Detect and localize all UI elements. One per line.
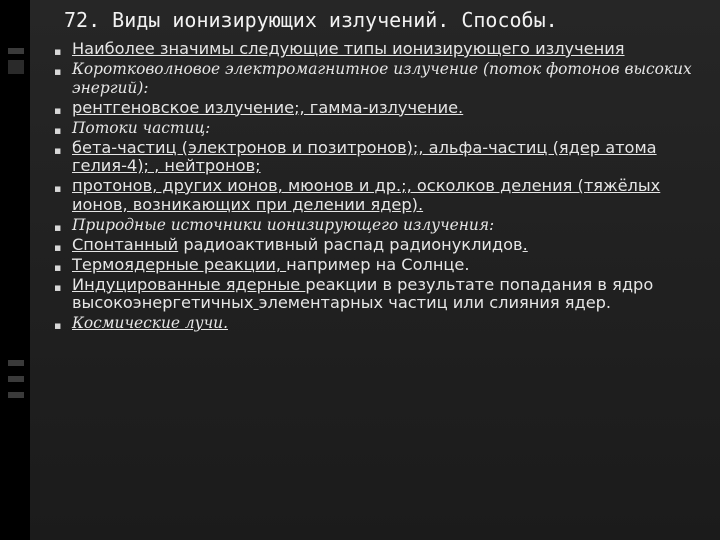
bullet-item — [50, 139, 720, 176]
square-bullet-icon: ▪ — [54, 103, 62, 117]
square-bullet-icon: ▪ — [54, 143, 62, 157]
bullet-text: например на Солнце. — [286, 254, 470, 274]
bullet-item — [50, 99, 720, 118]
bullet-text: элементарных частиц или слияния ядер. — [258, 293, 612, 312]
square-bullet-icon: ▪ — [54, 240, 62, 254]
slide-title: 72. Виды ионизирующих излучений. Способы. — [64, 8, 558, 32]
square-bullet-icon: ▪ — [54, 182, 62, 195]
square-bullet-icon: ▪ — [54, 123, 62, 137]
bullet-text: Космические лучи. — [72, 314, 228, 332]
bullet-text: Спонтанный — [72, 234, 179, 254]
bullet-text: бета-частиц (электронов и позитронов);, альфа-частиц (ядер атома гелия-4); , нейтронов; — [72, 137, 657, 175]
square-bullet-icon: ▪ — [54, 319, 62, 332]
square-bullet-icon: ▪ — [54, 65, 62, 78]
square-bullet-icon: ▪ — [54, 220, 62, 234]
bullet-item — [50, 177, 720, 214]
bullet-text: Коротковолновое электромагнитное излучение (поток фотонов высоких энергий): — [72, 60, 692, 97]
bullet-item — [50, 216, 720, 235]
decoration-bar — [8, 60, 24, 74]
square-bullet-icon: ▪ — [54, 45, 62, 58]
decoration-bar — [8, 392, 24, 398]
bullet-text: Потоки частиц: — [72, 118, 211, 137]
bullet-text: рентгеновское излучение;, гамма-излучение. — [72, 97, 464, 117]
square-bullet-icon: ▪ — [54, 260, 62, 274]
bullet-item — [50, 40, 720, 59]
bullet-text: радиоактивный распад радионуклидов — [178, 234, 523, 254]
bullet-text: реакции в результате попадания в ядро высокоэнергетичных — [72, 274, 654, 312]
bullet-text: Природные источники ионизирующего излучения: — [72, 215, 495, 234]
bullet-item — [50, 314, 720, 333]
decoration-bar — [8, 48, 24, 54]
bullet-item — [50, 60, 720, 97]
bullet-text: Наиболее значимы следующие типы ионизирующего излучения — [72, 39, 625, 58]
bullet-item — [50, 276, 720, 313]
square-bullet-icon: ▪ — [54, 280, 62, 294]
bullet-text: протонов, других ионов, мюонов и др.;, осколков деления (тяжёлых ионов, возникающих при делении ядер). — [72, 176, 661, 214]
bullet-text: Индуцированные ядерные — [72, 274, 306, 294]
decoration-bar — [8, 360, 24, 366]
bullet-item — [50, 119, 720, 138]
bullet-item — [50, 256, 720, 275]
decoration-bar — [8, 376, 24, 382]
bullet-item — [50, 236, 720, 255]
bullet-text: . — [522, 234, 528, 254]
content-list — [50, 40, 720, 334]
bullet-text: Термоядерные реакции, — [72, 254, 287, 274]
